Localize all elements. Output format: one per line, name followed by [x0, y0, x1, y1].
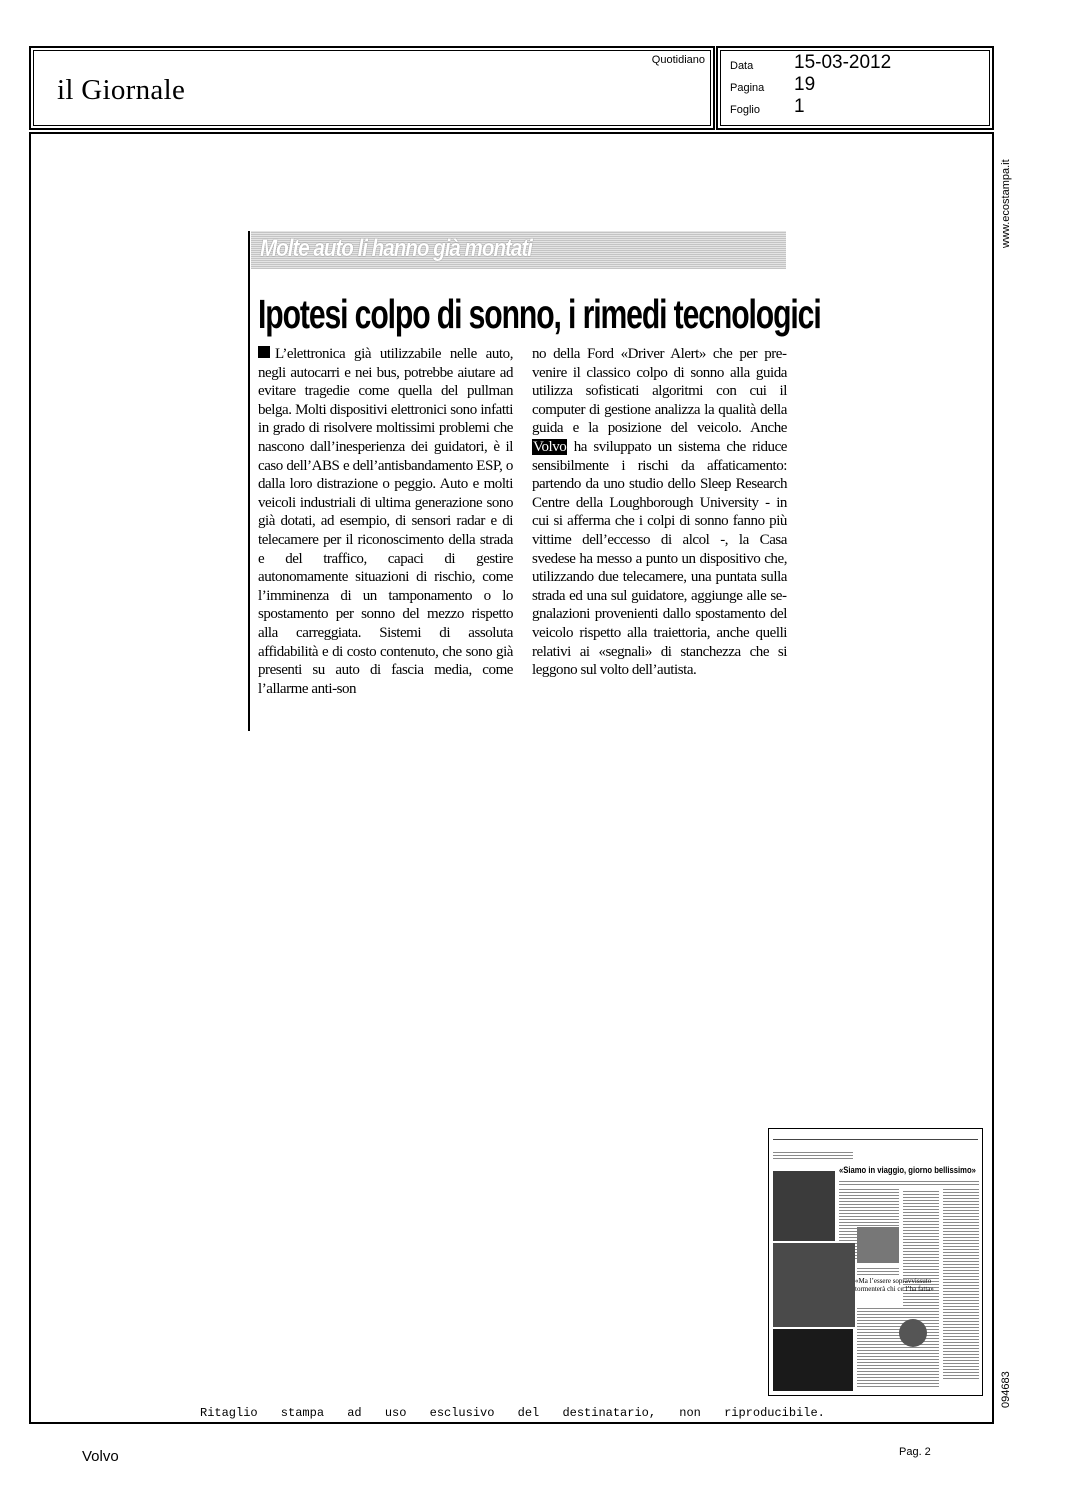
thumbnail-text-block — [839, 1179, 979, 1185]
article-column-left — [258, 345, 513, 698]
meta-row-sheet — [730, 96, 980, 118]
meta-value: 19 — [794, 74, 816, 95]
page-thumbnail — [768, 1128, 983, 1396]
thumbnail-subtitle: «Ma l’essere sopravvissuto tormenterà chi ce l’ha fatta» — [855, 1277, 934, 1293]
meta-label: Data — [730, 60, 754, 72]
meta-label: Pagina — [730, 82, 765, 94]
thumbnail-text-block — [943, 1189, 979, 1379]
meta-row-date — [730, 52, 980, 74]
newspaper-logo: il Giornale — [57, 74, 186, 106]
thumbnail-photo — [899, 1319, 927, 1347]
thumbnail-highlighted-article — [773, 1329, 853, 1391]
meta-value: 15-03-2012 — [794, 52, 892, 73]
watermark-site: www.ecostampa.it — [1000, 159, 1012, 248]
meta-label: Foglio — [730, 104, 760, 116]
watermark-code: 094683 — [1000, 1371, 1012, 1408]
clipping-metadata-box — [716, 46, 994, 130]
reproduction-disclaimer: Ritaglio stampa ad uso esclusivo del destinatario, non riproducibile. — [200, 1406, 825, 1420]
column-right-text-end: ha sviluppato un sistema che riduce sensibilmente i rischi da affaticamento: partendo da uno studio dello Sleep Research Centre della Loughborough University - in cui si afferma che i colpi di sonno fanno più vittime dell’eccesso di alcol -, la Casa svedese ha messo a punto un dispositivo che, utilizzando due telecamere, una puntata sulla strada ed una sul guidatore, aggiunge alle segnalazioni provenienti dallo spostamento del veicolo rispetto alla traiettoria, anche quelli relativi ai «segnali» di stanchezza che si leggono sul volto dell’autista. — [532, 438, 787, 679]
column-left-text: L’elettronica già utilizzabile nelle auto, negli autocarri e nei bus, potrebbe aiutare ad evitare tragedie come quella del pullman belga. Molti dispositivi elettronici sono infatti in grado di risolvere moltissimi problemi che nascono dall’inesperienza dei guidatori, è il caso dell’ABS e dell’antisbandamento ESP, o dalla loro distrazione o peggio. Auto e molti veicoli industriali di ultima generazione sono già dotati, ad esempio, di sensori radar e di telecamere per il riconoscimento della strada e del traffico, capaci di gestire autonomamente situazioni di rischio, come l’imminenza di un tamponamento o lo spostamento per sonno del mezzo rispetto alla carreggiata. Sistemi di assoluta affidabilità e di costo contenuto, che sono già presenti su auto di fascia media, come l’allarme anti-son — [258, 346, 513, 697]
article-column-right — [532, 345, 787, 680]
highlighted-keyword: Volvo — [533, 438, 567, 455]
footer-page-number: Pag. 2 — [899, 1446, 931, 1458]
thumbnail-title: «Siamo in viaggio, giorno bellissimo» — [839, 1165, 976, 1175]
thumbnail-text-block — [857, 1267, 899, 1275]
publication-type: Quotidiano — [651, 54, 705, 66]
meta-value: 1 — [794, 96, 805, 117]
masthead-box — [29, 46, 715, 130]
meta-row-page — [730, 74, 980, 96]
kicker-bar — [251, 231, 786, 269]
article-headline: Ipotesi colpo di sonno, i rimedi tecnologici — [258, 291, 821, 337]
article-clipping — [248, 231, 821, 731]
article-kicker: Molte auto li hanno già montati — [260, 235, 532, 262]
column-right-text-start: no della Ford «Driver Alert» che per prevenire il classico colpo di sonno alla guida utilizza sofisticati algoritmi con cui il computer di gestione analizza la qualità della guida e la posizione del veicolo. Anche — [532, 346, 787, 437]
thumbnail-text-block — [857, 1307, 939, 1387]
thumbnail-header-rule — [773, 1139, 978, 1140]
footer-client-name: Volvo — [82, 1448, 119, 1465]
bullet-square-icon — [258, 346, 270, 358]
thumbnail-photo — [773, 1171, 835, 1241]
thumbnail-text-block — [773, 1151, 853, 1159]
thumbnail-photo — [857, 1227, 899, 1263]
thumbnail-photo — [773, 1243, 855, 1327]
article-left-rule — [248, 231, 250, 731]
